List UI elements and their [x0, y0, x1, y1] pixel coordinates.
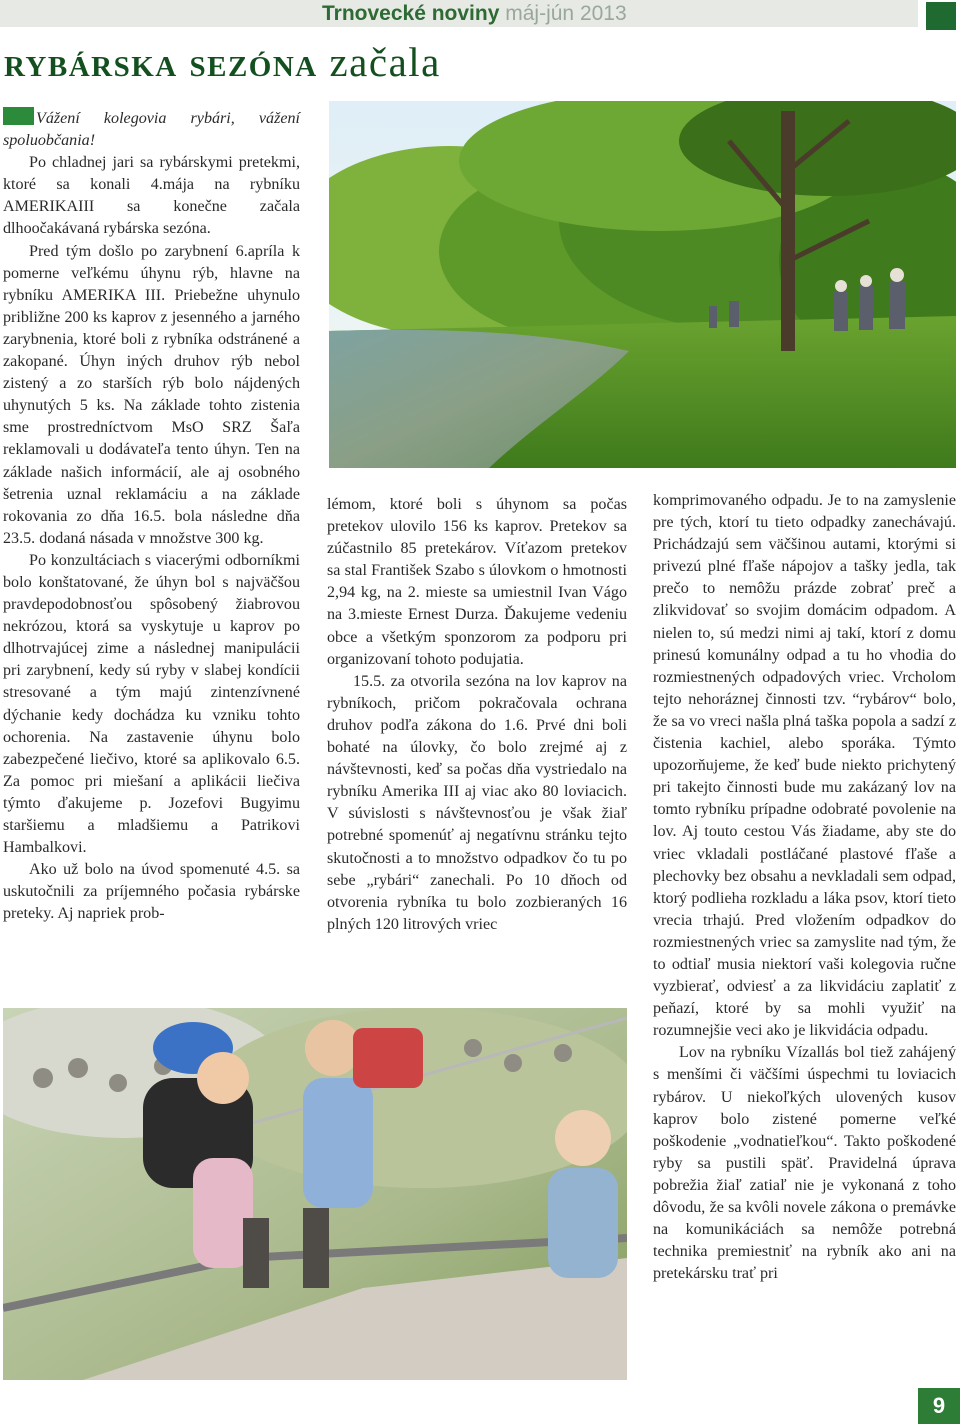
header-text — [322, 0, 627, 27]
issue-date: máj-jún 2013 — [505, 2, 627, 25]
newspaper-name: Trnovecké noviny — [322, 2, 500, 25]
paragraph: Pred tým došlo po zarybnení 6.apríla k pomerne veľkému úhynu rýb, hlavne na rybníku AMERIKA III. Priebežne uhynulo približne 200 ks kaprov z jesenného a jarného zarybnenia, ktoré boli z rybníka odstránené a zakopané. Úhyn iných druhov rýb nebol zistený a zo starších rýb bolo nájdených uhynutých 5 ks. Na základe tohto zistenia sme prostredníctvom MsO SRZ Šaľa reklamovali u dodávateľa tento úhyn. Ten na základe našich informácií, ale aj osobného šetrenia uznal reklamáciu a na základe rokovania zo dňa 16.5. bola následne dňa 23.5. dodaná násada v množstve 300 kg. — [3, 242, 300, 547]
header-square-decoration — [926, 2, 956, 30]
paragraph: Ako už bolo na úvod spomenuté 4.5. sa uskutočnili za príjemného počasia rybárske preteky. Aj napriek prob- — [3, 861, 300, 923]
article-title-caps: rybárska sezóna — [4, 39, 318, 85]
children-fishing-photo — [3, 1008, 627, 1380]
paragraph: lémom, ktoré boli s úhynom sa počas pretekov ulovilo 156 ks kaprov. Pretekov sa zúčastnilo 85 pretekárov. Víťazom pretekov sa stal František Szabo s úlovkom o hmotnosti 2,94 kg, na 2. mieste sa umiestnil Ivan Vágo na 3.mieste Ernest Durza. Ďakujeme vedeniu obce a všetkým sponzorom za podporu pri organizovaní tohoto podujatia. — [327, 496, 627, 668]
column-3 — [653, 490, 956, 1285]
paragraph: komprimovaného odpadu. Je to na zamyslenie pre tých, ktorí tu tieto odpadky zanechávajú. Prichádzajú sem väčšinou autami, ktorými si privezú plné fľaše nápojov a tašky jedla, tak prečo to nemôžu prázde zobrať preč a zlikvidovať so svojim domácim odpadom. A nielen to, sú medzi nimi aj takí, ktorí z domu prinesú komunálny odpad a tu ho vhodia do rozmiestnených odpadových vriec. Vrcholom tejto nehoráznej činnosti tzv. “rybárov“ bolo, že sa vo vreci našla plná taška popola a sadzí z čistenia kachiel, alebo sporáka. Týmto upozorňujeme, že keď bude niekto prichytený pri takejto činnosti bude mu zakázaný lov na tomto rybníku prípadne odobraté povolenie na lov. Aj touto cestou Vás žiadame, aby ste do vriec vkladali postláčané plastové fľaše a plechovky bez obsahu a nevkladali sem odpad, ktorý podlieha rozkladu a láka psov, ktorí tieto vrecia trhajú. Pred vložením odpadkov do rozmiestnených vriec sa zamyslite nad tým, že to odtiaľ musia niektorí vaši kolegovia ručne vyzbierať, odviesť a za likvidáciu zaplatiť z peňazí, ktoré by sa mohli využiť na rozumnejšie veci ako je likvidácia odpadu. — [653, 492, 956, 1040]
green-square-decoration — [3, 107, 34, 125]
pond-photo — [329, 101, 956, 468]
page-number: 9 — [918, 1388, 960, 1424]
paragraph: Po konzultáciach s viacerými odborníkmi bolo konštatované, že úhyn bol s najväčšou pravdepodobnosťou spôsobený žiabrovou nekrózou, ktorá sa vyskytuje u kaprov po dlhotrvajúcej zime a následnej manipulácii pri zarybnení, kedy sú ryby v slabej kondícii stresované a tým majú zintenzívnené dýchanie kedy dochádza ku vzniku tohto ochorenia. Na zastavenie úhynu bolo zabezpečené liečivo, ktoré sa aplikovalo 6.5. Za pomoc pri miešaní a aplikácii liečiva týmto ďakujeme p. Jozefovi Bugyimu staršiemu a mladšiemu a Patrikovi Hambalkovi. — [3, 551, 300, 857]
paragraph: 15.5. za otvorila sezóna na lov kaprov na rybníkoch, pričom pokračovala ochrana druhov podľa zákona do 1.6. Prvé dni boli bohaté na úlovky, čo bolo zrejmé aj z návštevnosti, keď sa počas dňa vystriedalo na rybníku Amerika III aj viac ako 80 loviacich. V súvislosti s návštevnosťou je však žiaľ potrebné spomenúť aj negatívnu stránku tejto skutočnosti a to množstvo odpadkov čo tu po sebe „rybári“ zanechali. Po 10 dňoch od otvorenia rybníka tu bolo zozbieraných 16 plných 120 litrových vriec — [327, 672, 627, 933]
article-title — [4, 36, 441, 88]
paragraph: Po chladnej jari sa rybárskymi pretekmi, ktoré sa konali 4.mája na rybníku AMERIKAIII sa konečne začala dlhoočakávaná rybárska sezóna. — [3, 154, 300, 238]
greeting-paragraph — [3, 107, 300, 152]
pond-photo-illustration — [329, 101, 956, 468]
greeting-text: Vážení kolegovia rybári, vážení spoluobčania! — [3, 110, 300, 150]
column-2 — [327, 494, 627, 936]
paragraph: Lov na rybníku Vízallás bol tiež zahájený s menšími či väčšími úspechmi tu loviacich rybárov. U niekoľkých ulovených kusov kaprov bolo zistené pomerne veľké poškodenie „vodnatieľkou“. Takto poškodené ryby sa pustili späť. Pravidelná úprava pobrežia žiaľ zatiaľ nie je vykonaná z toho dôvodu, že sa kvôli novele zákona o premávke na komunikáciách sa nemôže potrebná technika premiestniť na rybník ako ani na pretekársku trať pri — [653, 1044, 956, 1283]
article-title-rest: začala — [317, 39, 441, 85]
children-fishing-illustration — [3, 1008, 627, 1380]
column-1 — [3, 107, 300, 925]
